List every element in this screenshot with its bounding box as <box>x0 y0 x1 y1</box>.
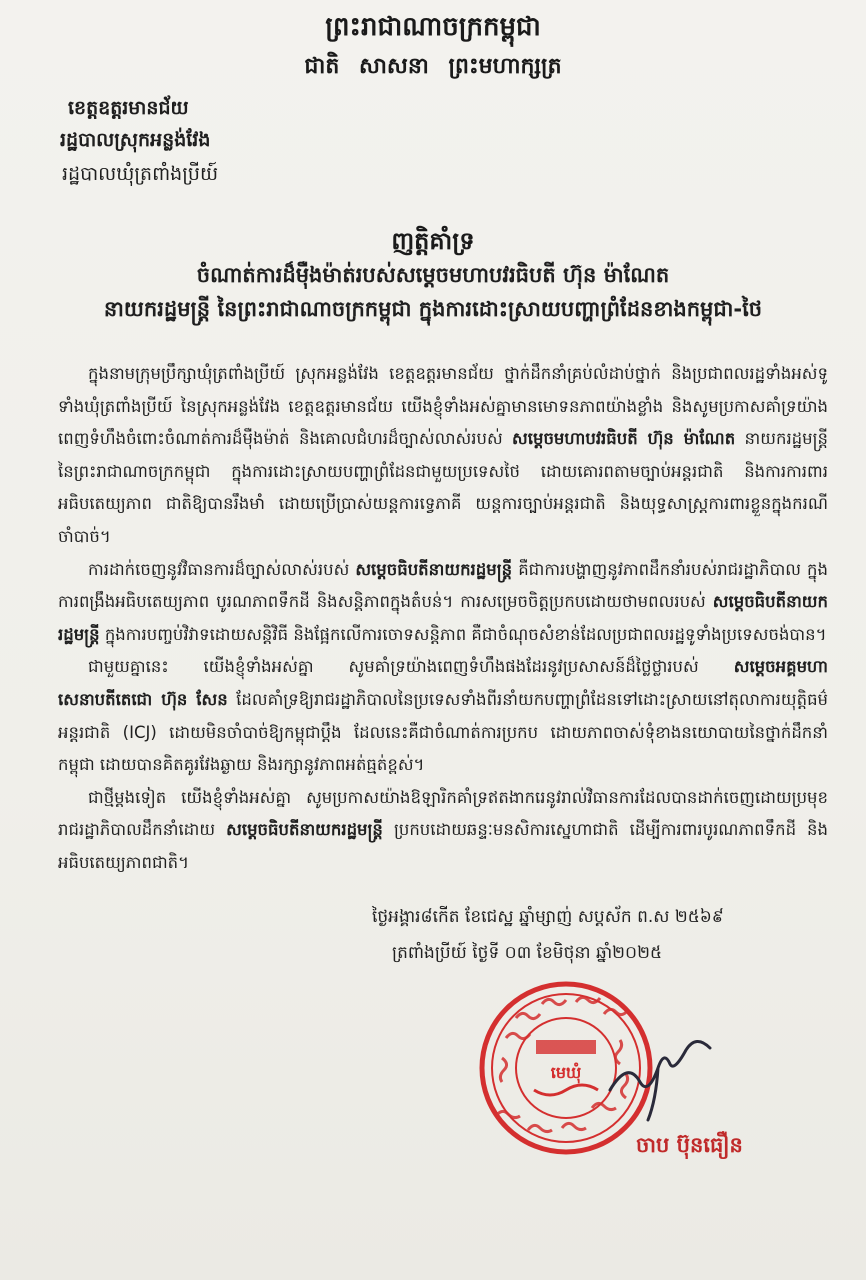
petition-body <box>58 358 828 880</box>
signature-icon <box>600 1020 720 1130</box>
paragraph-1 <box>58 358 828 554</box>
p1-name: សម្ដេចមហាបវរធិបតី ហ៊ុន ម៉ាណែត <box>512 429 736 449</box>
p2-text-a: ការដាក់ចេញនូវវិធានការដ៏ច្បាស់លាស់របស់ <box>88 559 350 579</box>
p4-text-b: ប្រកបដោយឆន្ទៈមនសិការស្នេហាជាតិ ដើម្បីការពារបូរណភាពទឹកដី និងអធិបតេយ្យភាពជាតិ។ <box>58 820 829 872</box>
kingdom-header: ព្រះរាជាណាចក្រកម្ពុជា <box>325 12 541 42</box>
p2-name: សម្ដេចធិបតីនាយករដ្ឋមន្ដ្រី <box>355 559 513 579</box>
paragraph-3 <box>58 651 828 781</box>
p3-text-a: ជាមួយគ្នានេះ យើងខ្ញុំទាំងអស់គ្នា សូមគាំទ្រយ៉ាងពេញទំហឹងផងដែរនូវប្រសាសន៍ដ៏ថ្លៃថ្លារបស់ <box>88 657 699 677</box>
p3-text-b: ដែលគាំទ្រឱ្យរាជរដ្ឋាភិបាលនៃប្រទេសទាំងពីរនាំយកបញ្ហាព្រំដែនទៅដោះស្រាយនៅតុលាការយុត្តិធម៌អន្ដរជាតិ (ICJ) ដោយមិនចាំបាច់ឱ្យកម្ពុជាប្ដឹង ដែលនេះគឺជាចំណាត់ការប្រកប ដោយភាពចាស់ទុំខាងនយោបាយនៃថ្នាក់ដឹកនាំកម្ពុជា ដោយបានគិតគូរវែងឆ្ងាយ និងរក្សានូវភាពអត់ធ្មត់ខ្ពស់។ <box>58 689 829 775</box>
svg-text:មេឃុំ: មេឃុំ <box>550 1063 582 1082</box>
province-line: ខេត្តឧត្ដរមានជ័យ <box>68 97 189 119</box>
signer-name: ចាប ប៊ុនធឿន <box>636 1133 743 1157</box>
p4-text-a: ជាថ្មីម្ដងទៀត យើងខ្ញុំទាំងអស់គ្នា សូមប្រកាសយ៉ាងឱឡារិកគាំទ្រឥតងាករេនូវរាល់វិធានការដែលបានដាក់ចេញដោយប្រមុខរាជរដ្ឋាភិបាលដឹកនាំដោយ <box>58 787 828 840</box>
p1-text-a: ក្នុងនាមក្រុមប្រឹក្សាឃុំត្រពាំងប្រីយ៍ ស្រុកអន្លង់វែង ខេត្តឧត្ដរមានជ័យ ថ្នាក់ដឹកនាំគ្រប់លំដាប់ថ្នាក់ និងប្រជាពលរដ្ឋទាំងអស់ទូទាំងឃុំត្រពាំងប្រីយ៍ នៃស្រុកអន្លង់វែង ខេត្តឧត្ដរមានជ័យ យើងខ្ញុំទាំងអស់គ្នាមានមោទនភាពយ៉ាងខ្លាំង និងសូមប្រកាសគាំទ្រយ៉ាងពេញទំហឹងចំពោះចំណាត់ការដ៏ម៉ឺងម៉ាត់ និងគោលជំហរដ៏ច្បាស់លាស់របស់ <box>58 364 828 449</box>
p2-text-c: ក្នុងការបញ្ចប់វិវាទដោយសន្ដិវិធី និងផ្អែកលើការចោទសន្ដិភាព គឺជាចំណុចសំខាន់ដែលប្រជាពលរដ្ឋទូទាំងប្រទេសចង់បាន។ <box>104 624 827 644</box>
commune-line: រដ្ឋបាលឃុំត្រពាំងប្រីយ៍ <box>62 163 219 185</box>
district-line: រដ្ឋបាលស្រុកអន្លង់វែង <box>60 129 211 151</box>
p4-name: សម្ដេចធិបតីនាយករដ្ឋមន្ដ្រី <box>226 820 383 840</box>
p2-text-b: គឺជាការបង្ហាញនូវភាពដឹកនាំរបស់រាជរដ្ឋាភិបាល ក្នុងការពង្រឹងអធិបតេយ្យភាព បូរណភាពទឹកដី និងសន្ដិភាពក្នុងតំបន់។ ការសម្រេចចិត្តប្រកបដោយថាមពលរបស់ <box>58 559 828 612</box>
lunar-date: ថ្ងៃអង្គារ៨កើត ខែជេស្ឋ ឆ្នាំម្សាញ់ សប្តស័ក ព.ស ២៥៦៩ <box>372 907 724 927</box>
document-subtitle-2: នាយករដ្ឋមន្ដ្រី នៃព្រះរាជាណាចក្រកម្ពុជា ក្នុងការដោះស្រាយបញ្ហាព្រំដែនខាងកម្ពុជា-ថៃ <box>103 297 763 321</box>
paragraph-4 <box>58 782 828 880</box>
national-motto: ជាតិ សាសនា ព្រះមហាក្សត្រ <box>304 53 562 79</box>
document-title: ញត្តិគាំទ្រ <box>391 227 475 255</box>
paragraph-2 <box>58 554 828 652</box>
document-subtitle-1: ចំណាត់ការដ៏ម៉ឺងម៉ាត់របស់សម្ដេចមហាបវរធិបតី ហ៊ុន ម៉ាណែត <box>196 263 670 287</box>
p2-name-2: សម្ដេចធិបតីនាយករដ្ឋមន្ដ្រី <box>58 592 828 644</box>
p1-text-b: នាយករដ្ឋមន្ដ្រី នៃព្រះរាជាណាចក្រកម្ពុជា ក្នុងការដោះស្រាយបញ្ហាព្រំដែនជាមួយប្រទេសថៃ ដោយគោរពតាមច្បាប់អន្ដរជាតិ និងការការពារអធិបតេយ្យភាព ជាតិឱ្យបានរឹងមាំ ដោយប្រើប្រាស់យន្ដការទ្វេភាគី យន្ដការច្បាប់អន្ដរជាតិ និងយុទ្ធសាស្ដ្រការពារខ្លួនក្នុងករណីចាំបាច់។ <box>58 429 829 546</box>
solar-date: ត្រពាំងប្រីយ៍ ថ្ងៃទី ០៣ ខែមិថុនា ឆ្នាំ២០២៥ <box>392 943 662 963</box>
p3-name: សម្ដេចអគ្គមហាសេនាបតីតេជោ ហ៊ុន សែន <box>58 657 828 709</box>
